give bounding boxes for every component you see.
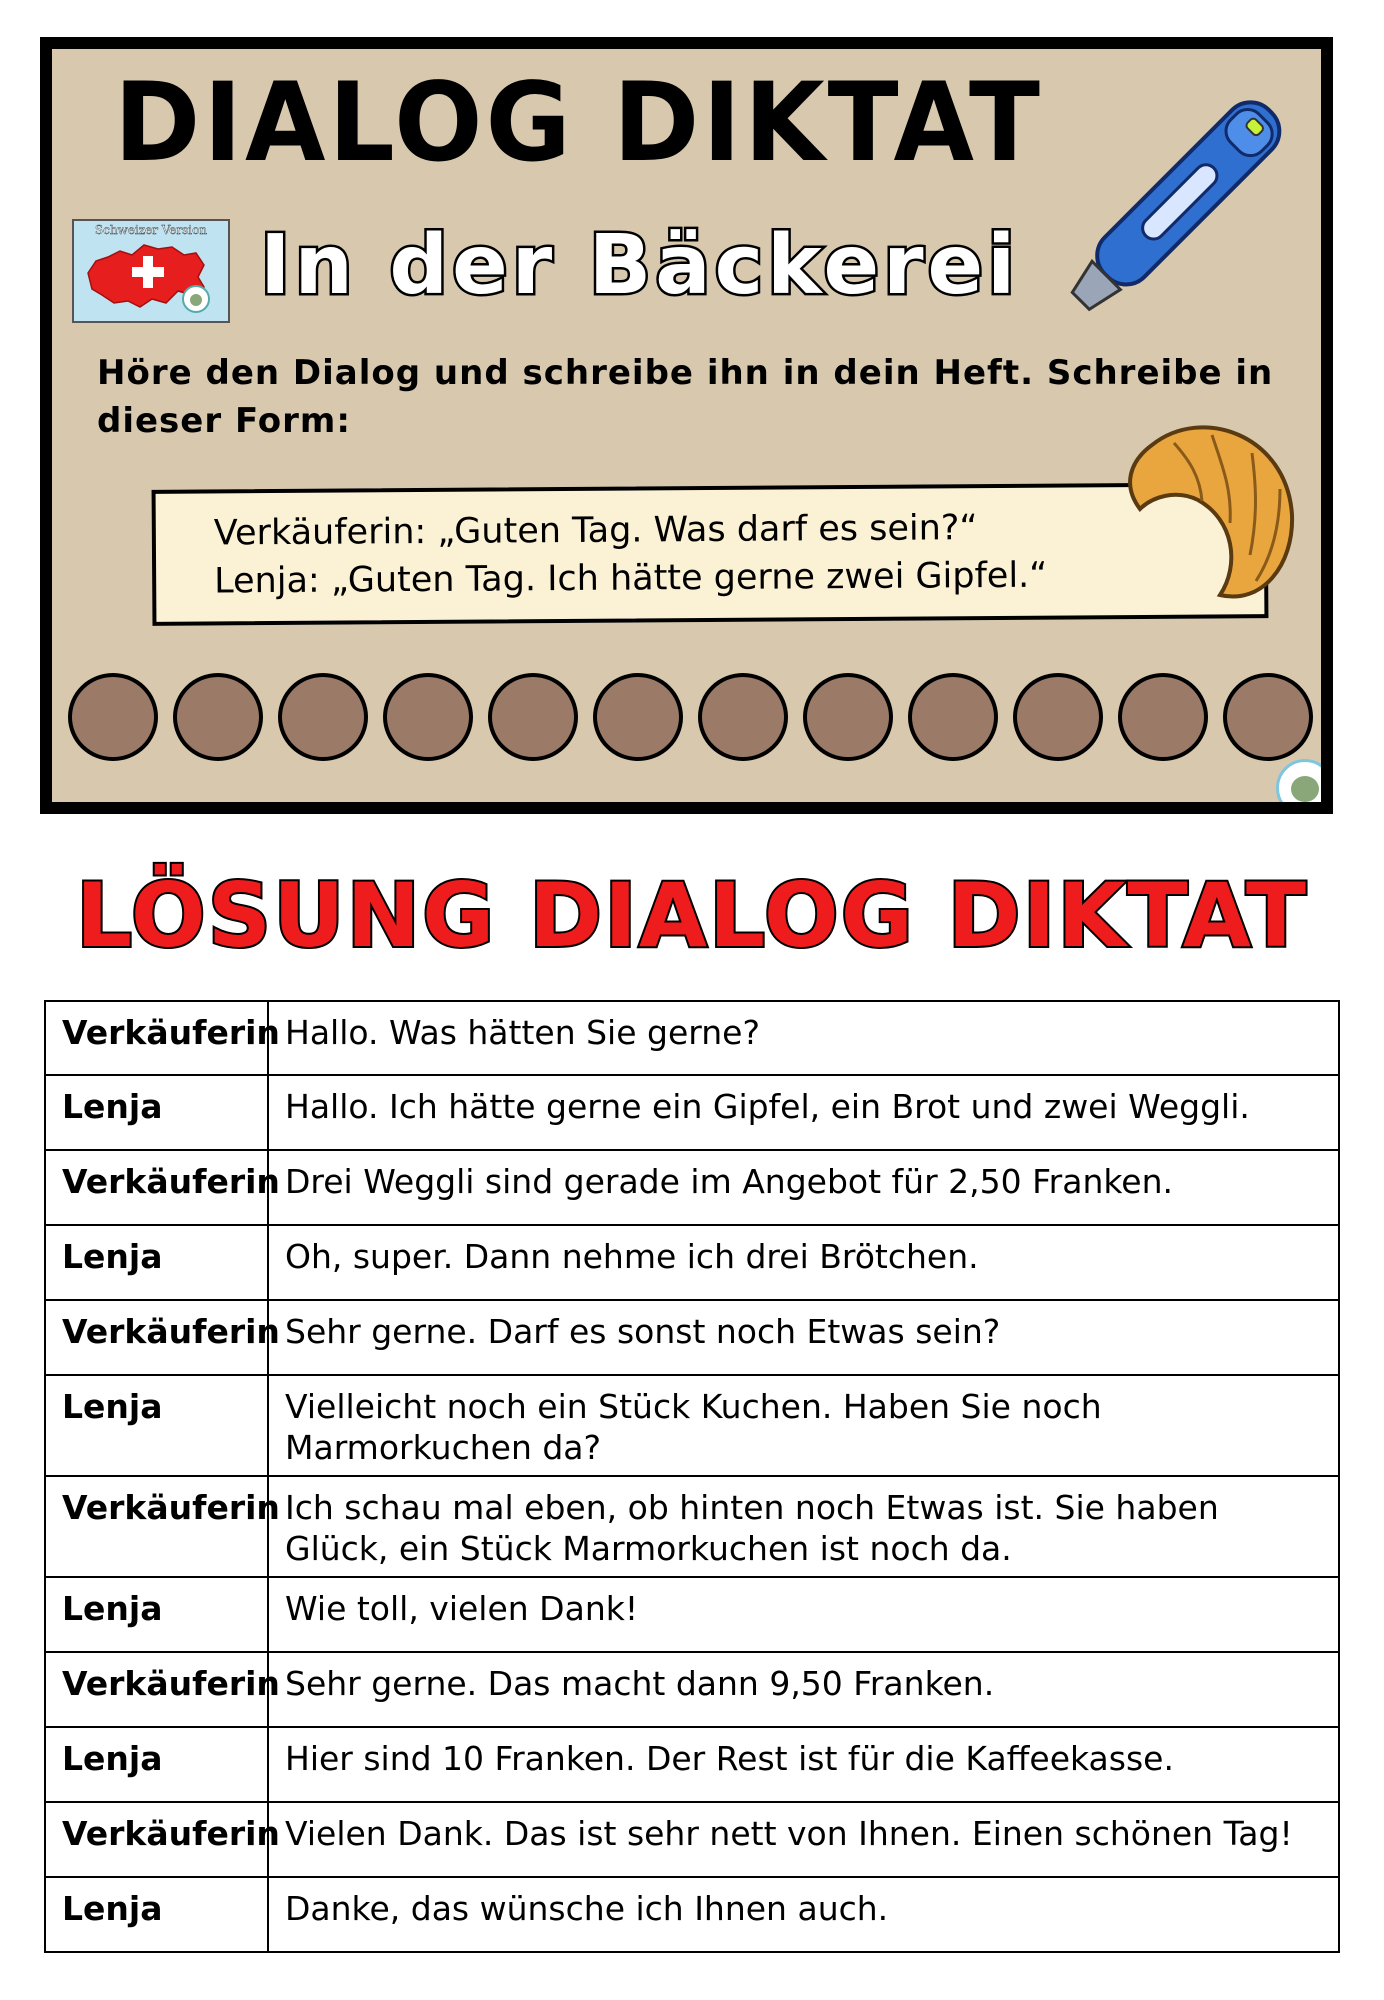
speaker-cell: Lenja	[45, 1727, 268, 1802]
dialog-text-cell: Drei Weggli sind gerade im Angebot für 2,50 Franken.	[268, 1150, 1339, 1225]
dialog-text-cell: Wie toll, vielen Dank!	[268, 1577, 1339, 1652]
flag-label: Schweizer Version	[94, 223, 208, 237]
example-box	[152, 482, 1269, 626]
table-row	[45, 1001, 1339, 1075]
dot	[1118, 673, 1208, 761]
solution-title: LÖSUNG DIALOG DIKTAT	[75, 864, 1309, 967]
dot	[68, 673, 158, 761]
instruction-text: Höre den Dialog und schreibe ihn in dein Heft. Schreibe in dieser Form:	[97, 353, 1274, 441]
table-row	[45, 1150, 1339, 1225]
dialog-text-cell: Oh, super. Dann nehme ich drei Brötchen.	[268, 1225, 1339, 1300]
logo-badge-icon	[1276, 759, 1333, 814]
dot	[1223, 673, 1313, 761]
speaker-cell: Lenja	[45, 1577, 268, 1652]
table-row	[45, 1375, 1339, 1476]
speaker-cell: Lenja	[45, 1877, 268, 1952]
table-row	[45, 1476, 1339, 1577]
audio-pen-icon	[1052, 79, 1292, 329]
speaker-cell: Verkäuferin	[45, 1001, 268, 1075]
dot	[908, 673, 998, 761]
example-line: Lenja: „Guten Tag. Ich hätte gerne zwei Gipfel.“	[214, 555, 1048, 602]
dialog-text-cell: Ich schau mal eben, ob hinten noch Etwas ist. Sie haben Glück, ein Stück Marmorkuchen ist noch da.	[268, 1476, 1339, 1577]
speaker-cell: Lenja	[45, 1075, 268, 1150]
subtitle: In der Bäckerei	[260, 218, 1020, 313]
table-row	[45, 1727, 1339, 1802]
dot	[278, 673, 368, 761]
table-row	[45, 1300, 1339, 1375]
speaker-cell: Verkäuferin	[45, 1300, 268, 1375]
dialog-text-cell: Sehr gerne. Das macht dann 9,50 Franken.	[268, 1652, 1339, 1727]
dot	[698, 673, 788, 761]
dot	[1013, 673, 1103, 761]
dialog-text-cell: Vielleicht noch ein Stück Kuchen. Haben Sie noch Marmorkuchen da?	[268, 1375, 1339, 1476]
dialog-text-cell: Hier sind 10 Franken. Der Rest ist für die Kaffeekasse.	[268, 1727, 1339, 1802]
dot	[803, 673, 893, 761]
table-row	[45, 1577, 1339, 1652]
speaker-cell: Verkäuferin	[45, 1476, 268, 1577]
exercise-card	[40, 37, 1333, 814]
croissant-icon	[1112, 405, 1302, 615]
dialog-text-cell: Hallo. Was hätten Sie gerne?	[268, 1001, 1339, 1075]
speaker-cell: Verkäuferin	[45, 1652, 268, 1727]
dot	[593, 673, 683, 761]
table-row	[45, 1075, 1339, 1150]
table-row	[45, 1225, 1339, 1300]
dot	[488, 673, 578, 761]
dialog-text-cell: Sehr gerne. Darf es sonst noch Etwas sein?	[268, 1300, 1339, 1375]
dialog-text-cell: Hallo. Ich hätte gerne ein Gipfel, ein Brot und zwei Weggli.	[268, 1075, 1339, 1150]
answer-dots	[68, 669, 1313, 764]
speaker-cell: Lenja	[45, 1225, 268, 1300]
dialog-text-cell: Danke, das wünsche ich Ihnen auch.	[268, 1877, 1339, 1952]
solution-table	[44, 1000, 1340, 1953]
speaker-cell: Verkäuferin	[45, 1802, 268, 1877]
swiss-map-icon	[74, 221, 228, 321]
table-row	[45, 1652, 1339, 1727]
speaker-cell: Verkäuferin	[45, 1150, 268, 1225]
speaker-cell: Lenja	[45, 1375, 268, 1476]
table-row	[45, 1802, 1339, 1877]
dot	[383, 673, 473, 761]
dot	[173, 673, 263, 761]
page-title: DIALOG DIKTAT	[114, 57, 1043, 187]
dialog-text-cell: Vielen Dank. Das ist sehr nett von Ihnen. Einen schönen Tag!	[268, 1802, 1339, 1877]
swiss-version-flag	[72, 219, 230, 323]
table-row	[45, 1877, 1339, 1952]
example-line: Verkäuferin: „Guten Tag. Was darf es sein?“	[213, 508, 978, 554]
